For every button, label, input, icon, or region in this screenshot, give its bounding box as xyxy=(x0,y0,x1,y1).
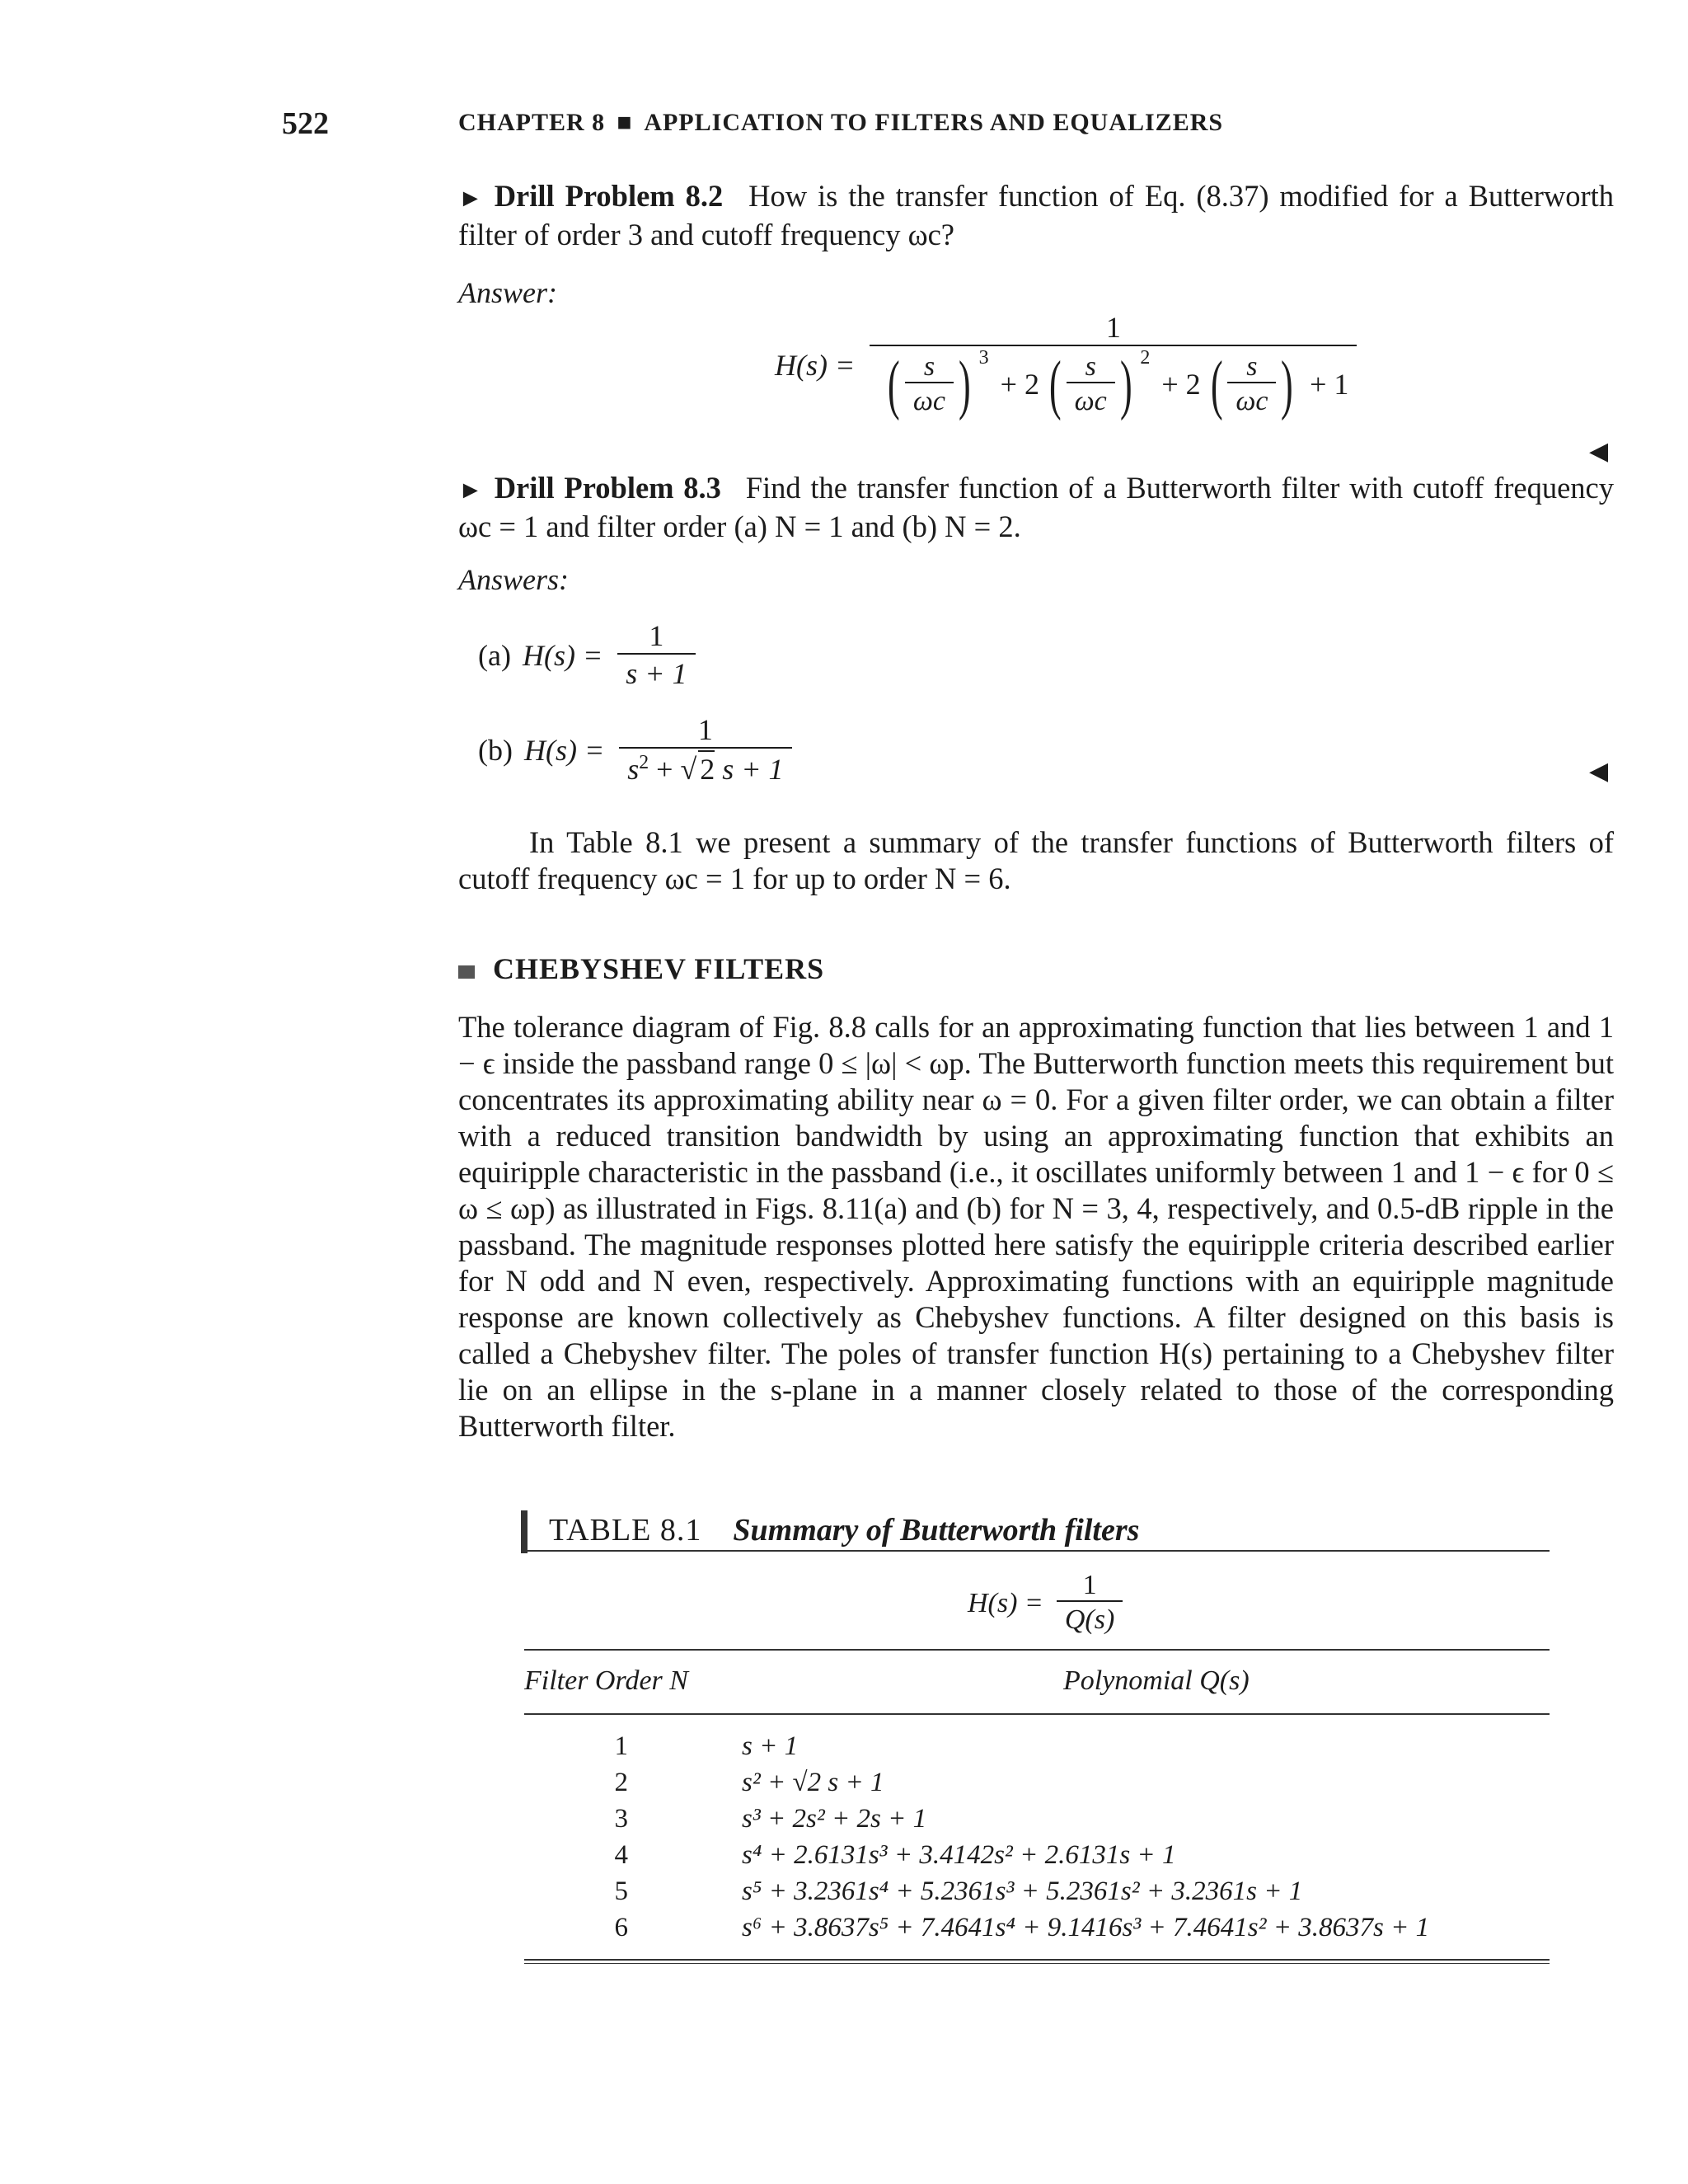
term-cubed: ( $\frac{s}{\omega c}$ ) $^3$ xyxy=(888,346,989,421)
polynomial-cell: s + 1 xyxy=(742,1731,799,1761)
table-rule-header xyxy=(524,1713,1550,1715)
den-s: s xyxy=(627,752,640,786)
section-title: CHEBYSHEV FILTERS xyxy=(493,952,825,985)
drill-problem-8-3 xyxy=(458,470,1614,545)
polynomial-cell: s³ + 2s² + 2s + 1 xyxy=(742,1804,927,1834)
plus-two: + 2 xyxy=(1161,368,1201,402)
section-heading xyxy=(458,951,824,986)
table-formula-fraction xyxy=(1057,1570,1123,1637)
page-number: 522 xyxy=(282,106,329,141)
table-marker xyxy=(521,1510,528,1553)
equation-8-2 xyxy=(775,312,1357,419)
plus-one: + 1 xyxy=(1310,368,1349,402)
column-header-order: Filter Order N xyxy=(524,1665,688,1696)
frac-den: ωc xyxy=(905,382,954,419)
table-caption: Summary of Butterworth filters xyxy=(733,1513,1140,1548)
table-formula-num: 1 xyxy=(1082,1570,1097,1600)
column-header-polynomial: Polynomial Q(s) xyxy=(1063,1665,1250,1696)
separator-icon: ■ xyxy=(617,109,633,136)
frac-num: s xyxy=(1085,350,1096,382)
table-row xyxy=(524,1913,1550,1946)
section-square-icon xyxy=(458,965,475,979)
table-row xyxy=(524,1731,1550,1764)
term-linear: ( $\frac{s}{\omega c}$ ) xyxy=(1210,348,1294,421)
drill-label: Drill Problem 8.2 xyxy=(494,179,724,213)
polynomial-cell: s² + √2 s + 1 xyxy=(742,1768,884,1797)
answer-b-denominator: $s^2$ + √ 2 s + 1 xyxy=(619,747,791,787)
table-label: TABLE 8.1 xyxy=(549,1513,702,1548)
den-tail: s + 1 xyxy=(722,752,784,786)
table-rule-top xyxy=(524,1550,1550,1552)
order-cell: 6 xyxy=(614,1913,628,1942)
frac-den: ωc xyxy=(1067,382,1115,419)
chapter-title: APPLICATION TO FILTERS AND EQUALIZERS xyxy=(644,109,1224,136)
order-cell: 5 xyxy=(614,1876,628,1906)
order-cell: 1 xyxy=(614,1731,628,1761)
table-rule-bottom-double xyxy=(524,1963,1550,1964)
answer-b xyxy=(478,714,792,787)
frac-num: s xyxy=(1246,350,1258,382)
plus-two: + 2 xyxy=(1000,368,1039,402)
polynomial-cell: s⁶ + 3.8637s⁵ + 7.4641s⁴ + 9.1416s³ + 7.4641s² + 3.8637s + 1 xyxy=(742,1913,1430,1942)
answer-b-fraction xyxy=(619,714,791,787)
answer-a-fraction xyxy=(617,620,695,692)
exponent: 3 xyxy=(978,346,989,369)
equation-fraction xyxy=(870,312,1357,419)
table-rule-bottom xyxy=(524,1959,1550,1961)
arrow-icon: ► xyxy=(458,185,483,212)
equation-lhs: H(s) = xyxy=(775,348,856,382)
table-row xyxy=(524,1876,1550,1909)
running-head xyxy=(458,109,1223,137)
answer-a-numerator: 1 xyxy=(649,619,664,652)
den-root: 2 xyxy=(698,750,715,787)
equation-numerator: 1 xyxy=(1105,311,1121,344)
answer-label: Answer: xyxy=(458,276,557,309)
exponent: 2 xyxy=(1140,346,1151,369)
table-rule-formula xyxy=(524,1649,1550,1651)
table-formula-lhs: H(s) = xyxy=(968,1588,1043,1619)
arrow-icon: ► xyxy=(458,477,483,504)
answer-a-denominator: s + 1 xyxy=(617,653,695,692)
answer-a xyxy=(478,620,696,692)
answer-b-label: (b) xyxy=(478,734,513,768)
answer-b-numerator: 1 xyxy=(697,713,713,746)
polynomial-cell: s⁴ + 2.6131s³ + 3.4142s² + 2.6131s + 1 xyxy=(742,1840,1176,1870)
table-title xyxy=(549,1512,1139,1548)
order-cell: 2 xyxy=(614,1768,628,1797)
end-of-problem-icon: ◀ xyxy=(1589,758,1609,785)
equation-denominator xyxy=(870,345,1357,419)
chebyshev-paragraph: The tolerance diagram of Fig. 8.8 calls for an approximating function that lies between 1 and 1 − ϵ inside the passband range 0 ≤ |ω| < ωp. The Butterworth function meets this requirement but concentrates its approximating ability near ω = 0. For a given filter order, we can obtain a filter with a reduced transition bandwidth by using an approximating function that exhibits an equiripple characteristic in the passband (i.e., it oscillates uniformly between 1 and 1 − ϵ for 0 ≤ ω ≤ ωp) as illustrated in Figs. 8.11(a) and (b) for N = 3, 4, respectively, and 0.5-dB ripple in the passband. The magnitude responses plotted here satisfy the equiripple criteria described earlier for N odd and N even, respectively. Approximating functions with an equiripple magnitude response are known collectively as Chebyshev functions. A filter designed on this basis is called a Chebyshev filter. The poles of transfer function H(s) pertaining to a Chebyshev filter lie on an ellipse in the s-plane in a manner closely related to those of the corresponding Butterworth filter. xyxy=(458,1010,1614,1443)
drill-problem-8-2 xyxy=(458,178,1614,253)
answers-label: Answers: xyxy=(458,563,569,596)
answer-b-lhs: H(s) = xyxy=(523,734,605,768)
order-cell: 4 xyxy=(614,1840,628,1870)
table-formula-den: Q(s) xyxy=(1057,1600,1123,1637)
intro-paragraph: In Table 8.1 we present a summary of the transfer functions of Butterworth filters of cutoff frequency ωc = 1 for up to order N = 6. xyxy=(458,825,1614,895)
drill-text: Find the transfer function of a Butterworth filter with cutoff frequency ωc = 1 and filter order (a) N = 1 and (b) N = 2. xyxy=(458,471,1614,543)
order-cell: 3 xyxy=(614,1804,628,1834)
table-formula xyxy=(968,1570,1123,1637)
polynomial-cell: s⁵ + 3.2361s⁴ + 5.2361s³ + 5.2361s² + 3.2361s + 1 xyxy=(742,1876,1303,1906)
table-row xyxy=(524,1840,1550,1873)
den-plus: + xyxy=(656,752,673,786)
answer-a-lhs: H(s) = xyxy=(522,639,603,673)
answer-a-label: (a) xyxy=(478,639,511,673)
frac-den: ωc xyxy=(1227,382,1276,419)
term-squared: ( $\frac{s}{\omega c}$ ) $^2$ xyxy=(1048,346,1151,421)
table-row xyxy=(524,1768,1550,1801)
den-exponent: 2 xyxy=(639,751,649,773)
end-of-problem-icon: ◀ xyxy=(1589,438,1609,465)
drill-text: How is the transfer function of Eq. (8.37) modified for a Butterworth filter of order 3 and cutoff frequency ωc? xyxy=(458,179,1615,251)
table-row xyxy=(524,1804,1550,1837)
drill-label: Drill Problem 8.3 xyxy=(494,471,721,505)
chapter-label: CHAPTER 8 xyxy=(458,109,606,136)
frac-num: s xyxy=(923,350,935,382)
